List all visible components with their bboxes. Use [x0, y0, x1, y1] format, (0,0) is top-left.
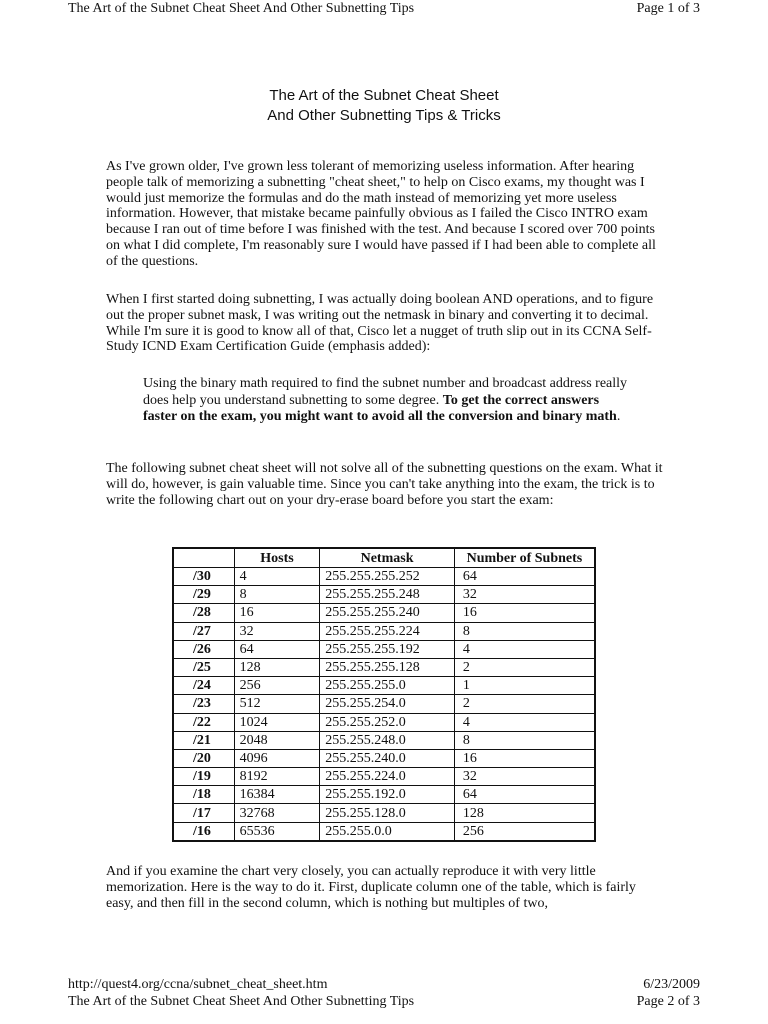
prefix-cell: /24 — [173, 677, 234, 695]
netmask-cell: 255.255.255.128 — [320, 658, 455, 676]
intro-paragraph: As I've grown older, I've grown less tolerant of memorizing useless information. After hearing people talk of memorizing a subnetting "cheat sheet," to help on Cisco exams, my thought was I would just memorize the formulas and do the math instead of memorizing yet more useless information. However, that mistake became painfully obvious as I failed the Cisco INTRO exam because I ran out of time before I was finished with the test. And because I scored over 700 points on what I did complete, I'm reasonably sure I would have passed if I had been able to complete all of the questions. — [106, 159, 656, 269]
hosts-cell: 1024 — [234, 713, 320, 731]
hosts-cell: 2048 — [234, 731, 320, 749]
document-title — [0, 86, 768, 125]
quote-plain-text: Using the binary math required to find the subnet number and broadcast address really does help you understand subnetting to some degree. — [143, 376, 628, 408]
table-row — [173, 768, 595, 786]
prefix-cell: /30 — [173, 568, 234, 586]
book-quote — [143, 376, 633, 426]
netmask-cell: 255.255.240.0 — [320, 749, 455, 767]
table-row — [173, 749, 595, 767]
prefix-cell: /20 — [173, 749, 234, 767]
subnets-cell: 64 — [454, 568, 595, 586]
table-header-cell — [173, 548, 234, 568]
hosts-cell: 32 — [234, 622, 320, 640]
hosts-cell: 128 — [234, 658, 320, 676]
netmask-cell: 255.255.254.0 — [320, 695, 455, 713]
prefix-cell: /29 — [173, 586, 234, 604]
subnets-cell: 8 — [454, 731, 595, 749]
netmask-cell: 255.255.255.252 — [320, 568, 455, 586]
hosts-cell: 32768 — [234, 804, 320, 822]
subnets-cell: 64 — [454, 786, 595, 804]
subnets-cell: 128 — [454, 804, 595, 822]
page-header-title: The Art of the Subnet Cheat Sheet And Other Subnetting Tips — [68, 1, 415, 16]
subnets-cell: 256 — [454, 822, 595, 841]
table-row — [173, 695, 595, 713]
table-row — [173, 622, 595, 640]
netmask-cell: 255.255.224.0 — [320, 768, 455, 786]
subnets-cell: 16 — [454, 604, 595, 622]
table-row — [173, 804, 595, 822]
quote-emphasis-text: To get the correct answers faster on the exam, you might want to avoid all the conversion and binary math — [143, 392, 617, 424]
subnets-cell: 2 — [454, 658, 595, 676]
prefix-cell: /28 — [173, 604, 234, 622]
closing-paragraph: And if you examine the chart very closely, you can actually reproduce it with very little memorization. Here is the way to do it. First, duplicate column one of the table, which is fairly easy, and then fill in the second column, which is nothing but multiples of two, — [106, 864, 636, 911]
table-header-row — [173, 548, 595, 568]
prefix-cell: /18 — [173, 786, 234, 804]
prefix-cell: /26 — [173, 640, 234, 658]
subnets-cell: 32 — [454, 768, 595, 786]
prefix-cell: /22 — [173, 713, 234, 731]
table-row — [173, 677, 595, 695]
subnets-cell: 2 — [454, 695, 595, 713]
footer-date: 6/23/2009 — [643, 977, 700, 992]
footer-title: The Art of the Subnet Cheat Sheet And Other Subnetting Tips — [68, 994, 415, 1009]
subnet-cheat-sheet-table — [172, 547, 596, 842]
boolean-paragraph: When I first started doing subnetting, I was actually doing boolean AND operations, and to figure out the proper subnet mask, I was writing out the netmask in binary and converting it to decimal. While I'm sure it is good to know all of that, Cisco let a nugget of truth slip out in its CCNA Self-Study ICND Exam Certification Guide (emphasis added): — [106, 292, 654, 355]
table-row — [173, 586, 595, 604]
netmask-cell: 255.255.248.0 — [320, 731, 455, 749]
quote-end-text: . — [616, 409, 621, 424]
hosts-cell: 16384 — [234, 786, 320, 804]
netmask-cell: 255.255.255.0 — [320, 677, 455, 695]
subnets-cell: 8 — [454, 622, 595, 640]
table-header-cell: Netmask — [320, 548, 455, 568]
hosts-cell: 65536 — [234, 822, 320, 841]
prefix-cell: /21 — [173, 731, 234, 749]
document-title-line-1: The Art of the Subnet Cheat Sheet — [269, 87, 499, 104]
hosts-cell: 8192 — [234, 768, 320, 786]
subnets-cell: 16 — [454, 749, 595, 767]
hosts-cell: 16 — [234, 604, 320, 622]
prefix-cell: /19 — [173, 768, 234, 786]
subnets-cell: 4 — [454, 640, 595, 658]
footer-page-number: Page 2 of 3 — [636, 994, 700, 1009]
hosts-cell: 512 — [234, 695, 320, 713]
netmask-cell: 255.255.128.0 — [320, 804, 455, 822]
hosts-cell: 8 — [234, 586, 320, 604]
table-row — [173, 658, 595, 676]
netmask-cell: 255.255.252.0 — [320, 713, 455, 731]
prefix-cell: /25 — [173, 658, 234, 676]
hosts-cell: 256 — [234, 677, 320, 695]
table-body — [173, 568, 595, 841]
subnets-cell: 1 — [454, 677, 595, 695]
table-row — [173, 786, 595, 804]
cheat-sheet-paragraph: The following subnet cheat sheet will not solve all of the subnetting questions on the exam. What it will do, however, is gain valuable time. Since you can't take anything into the exam, the trick is to write the following chart out on your dry-erase board before you start the exam: — [106, 461, 663, 508]
subnets-cell: 4 — [454, 713, 595, 731]
table-row — [173, 640, 595, 658]
hosts-cell: 4 — [234, 568, 320, 586]
prefix-cell: /17 — [173, 804, 234, 822]
prefix-cell: /16 — [173, 822, 234, 841]
netmask-cell: 255.255.255.248 — [320, 586, 455, 604]
table-row — [173, 731, 595, 749]
document-title-line-2: And Other Subnetting Tips & Tricks — [267, 106, 501, 124]
prefix-cell: /23 — [173, 695, 234, 713]
table-row — [173, 604, 595, 622]
table-header-cell: Hosts — [234, 548, 320, 568]
subnets-cell: 32 — [454, 586, 595, 604]
hosts-cell: 64 — [234, 640, 320, 658]
hosts-cell: 4096 — [234, 749, 320, 767]
footer-url: http://quest4.org/ccna/subnet_cheat_sheet.htm — [68, 977, 328, 992]
netmask-cell: 255.255.255.240 — [320, 604, 455, 622]
table-row — [173, 822, 595, 841]
netmask-cell: 255.255.0.0 — [320, 822, 455, 841]
page-header-number: Page 1 of 3 — [636, 1, 700, 16]
table-row — [173, 713, 595, 731]
netmask-cell: 255.255.255.192 — [320, 640, 455, 658]
netmask-cell: 255.255.255.224 — [320, 622, 455, 640]
table-header-cell: Number of Subnets — [454, 548, 595, 568]
prefix-cell: /27 — [173, 622, 234, 640]
netmask-cell: 255.255.192.0 — [320, 786, 455, 804]
table-row — [173, 568, 595, 586]
